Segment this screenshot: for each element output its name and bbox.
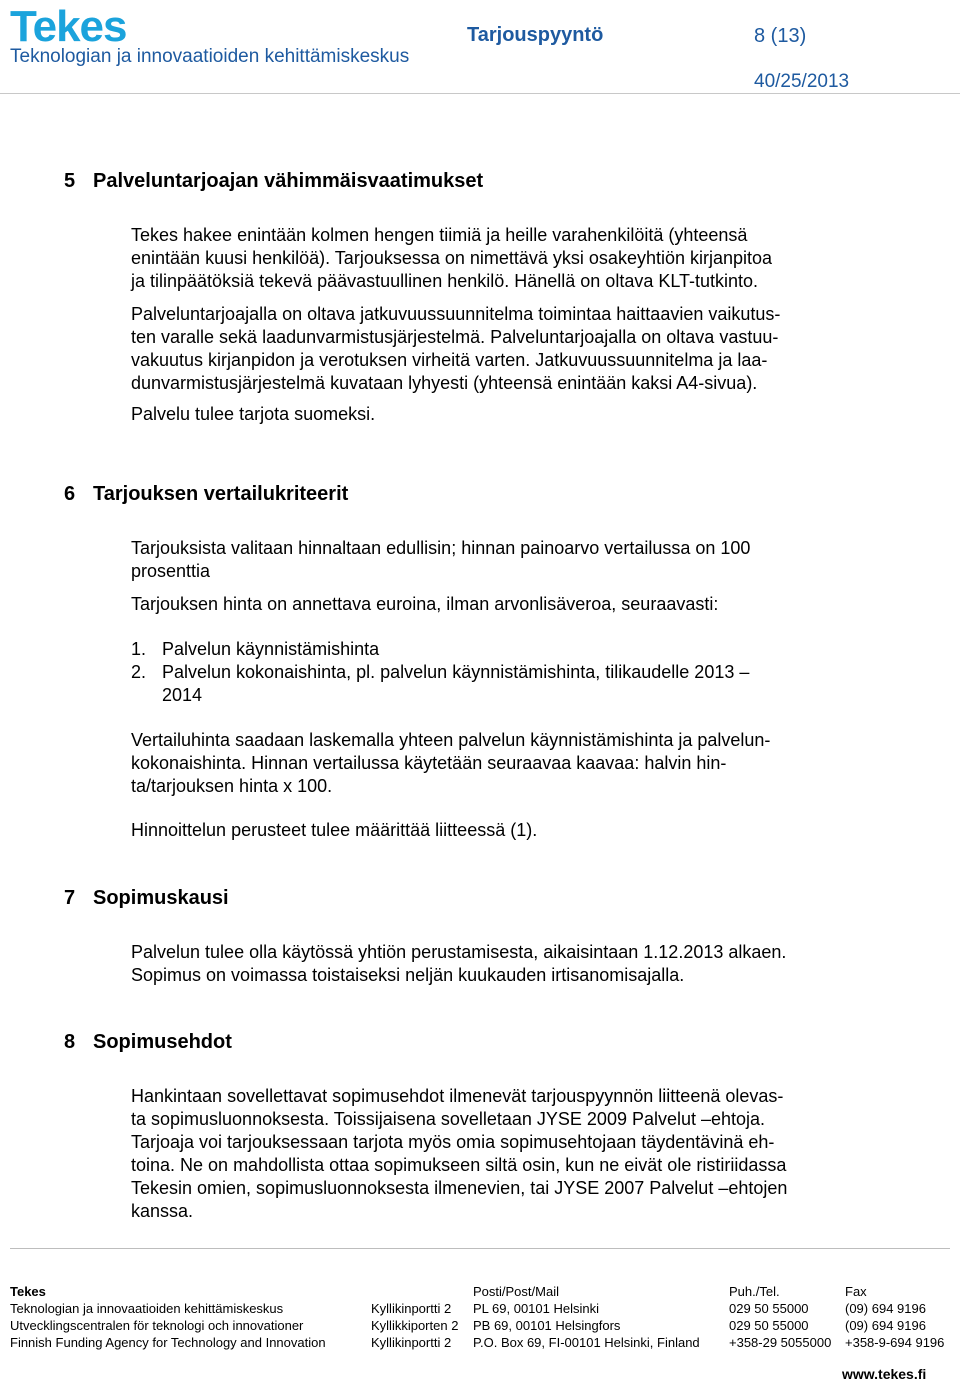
section-6-line: Tarjouksen hinta on annettava euroina, ilman arvonlisäveroa, seuraavasti:	[131, 594, 719, 614]
section-5-line: ten varalle sekä laadunvarmistusjärjestelmä. Palveluntarjoajalla on oltava vastuu-	[131, 327, 779, 347]
section-8-line: kanssa.	[131, 1201, 194, 1221]
section-6-line: kokonaishinta. Hinnan vertailussa käytetään seuraavaa kaavaa: halvin hin-	[131, 753, 727, 773]
footer-tel: 029 50 55000	[729, 1301, 809, 1316]
footer-tel: 029 50 55000	[729, 1318, 809, 1333]
tekes-logo: Tekes	[10, 2, 127, 51]
section-7-line: Sopimus on voimassa toistaiseksi neljän kuukauden irtisanomisajalla.	[131, 965, 685, 985]
section-5-line: ja tilinpäätöksiä tekevä päävastuullinen henkilö. Hänellä on oltava KLT-tutkinto.	[131, 271, 759, 291]
section-8-line: toina. Ne on mahdollista ottaa sopimukseen siltä osin, kun ne eivät ole ristiriidassa	[131, 1155, 787, 1175]
organization-name: Teknologian ja innovaatioiden kehittämiskeskus	[10, 46, 410, 67]
section-6-line: Tarjouksista valitaan hinnaltaan edullisin; hinnan painoarvo vertailussa on 100	[131, 538, 751, 558]
list-text: Palvelun käynnistämishinta	[162, 639, 380, 659]
list-item	[131, 661, 750, 684]
section-7-heading	[64, 887, 229, 910]
document-type: Tarjouspyyntö	[467, 24, 604, 46]
section-number: 7	[64, 887, 76, 909]
section-6-line: Vertailuhinta saadaan laskemalla yhteen palvelun käynnistämishinta ja palvelun-	[131, 730, 771, 750]
section-8-line: Hankintaan sovellettavat sopimusehdot ilmenevät tarjouspyynnön liitteenä olevas-	[131, 1086, 784, 1106]
footer-tel: +358-29 5055000	[729, 1335, 832, 1350]
footer-postal: PB 69, 00101 Helsingfors	[473, 1318, 621, 1333]
section-6-line: prosenttia	[131, 561, 211, 581]
footer-street: Kyllikkiporten 2	[371, 1318, 459, 1333]
list-text: Palvelun kokonaishinta, pl. palvelun käynnistämishinta, tilikaudelle 2013 –	[162, 662, 750, 682]
footer-org-en: Finnish Funding Agency for Technology and Innovation	[10, 1335, 326, 1350]
footer-fax-label: Fax	[845, 1284, 867, 1299]
section-number: 5	[64, 170, 76, 192]
list-item-continuation	[131, 684, 203, 707]
section-5-line: Palvelu tulee tarjota suomeksi.	[131, 404, 376, 424]
footer-fax: (09) 694 9196	[845, 1301, 926, 1316]
section-number: 6	[64, 483, 76, 505]
section-6-line: Hinnoittelun perusteet tulee määrittää liitteessä (1).	[131, 820, 538, 840]
section-7-line: Palvelun tulee olla käytössä yhtiön perustamisesta, aikaisintaan 1.12.2013 alkaen.	[131, 942, 787, 962]
section-5-line: dunvarmistusjärjestelmä kuvataan lyhyesti (yhteensä enintään kaksi A4-sivua).	[131, 373, 758, 393]
section-5-line: vakuutus kirjanpidon ja verotuksen virheitä varten. Jatkuvuussuunnitelma ja laa-	[131, 350, 768, 370]
list-item	[131, 638, 380, 661]
footer-org-sv: Utvecklingscentralen för teknologi och innovationer	[10, 1318, 304, 1333]
footer-mail-label: Posti/Post/Mail	[473, 1284, 559, 1299]
section-5-line: enintään kuusi henkilöä). Tarjouksessa on nimettävä yksi osakeyhtiön kirjanpitoa	[131, 248, 773, 268]
footer-divider	[10, 1248, 950, 1249]
list-number: 2.	[131, 662, 147, 682]
section-number: 8	[64, 1031, 76, 1053]
footer-street: Kyllikinportti 2	[371, 1301, 452, 1316]
footer-fax: (09) 694 9196	[845, 1318, 926, 1333]
section-6-line: ta/tarjouksen hinta x 100.	[131, 776, 333, 796]
section-8-line: ta sopimusluonnoksesta. Toissijaisena sovelletaan JYSE 2009 Palvelut –ehtoja.	[131, 1109, 766, 1129]
document-date: 40/25/2013	[754, 71, 850, 92]
section-6-heading	[64, 483, 348, 506]
section-5-line: Tekes hakee enintään kolmen hengen tiimiä ja heille varahenkilöitä (yhteensä	[131, 225, 748, 245]
section-8-line: Tarjoaja voi tarjouksessaan tarjota myös omia sopimusehtojaan täydentävinä eh-	[131, 1132, 775, 1152]
section-5-heading	[64, 170, 483, 193]
header-divider	[0, 93, 960, 94]
section-title: Tarjouksen vertailukriteerit	[93, 483, 349, 505]
section-title: Sopimusehdot	[93, 1031, 232, 1053]
section-title: Sopimuskausi	[93, 887, 229, 909]
footer-website-link[interactable]: www.tekes.fi	[842, 1366, 927, 1382]
footer-org-fi: Teknologian ja innovaatioiden kehittämiskeskus	[10, 1301, 284, 1316]
footer-street: Kyllikinportti 2	[371, 1335, 452, 1350]
footer-postal: P.O. Box 69, FI-00101 Helsinki, Finland	[473, 1335, 700, 1350]
footer-org-short: Tekes	[10, 1284, 46, 1299]
section-5-line: Palveluntarjoajalla on oltava jatkuvuussuunnitelma toimintaa haittaavien vaikutus-	[131, 304, 781, 324]
footer-postal: PL 69, 00101 Helsinki	[473, 1301, 599, 1316]
section-title: Palveluntarjoajan vähimmäisvaatimukset	[93, 170, 484, 192]
list-text: 2014	[162, 685, 203, 705]
section-8-heading	[64, 1031, 232, 1054]
section-8-line: Tekesin omien, sopimusluonnoksesta ilmenevien, tai JYSE 2007 Palvelut –ehtojen	[131, 1178, 788, 1198]
footer-fax: +358-9-694 9196	[845, 1335, 945, 1350]
page-number: 8 (13)	[754, 25, 807, 47]
list-number: 1.	[131, 639, 147, 659]
footer-tel-label: Puh./Tel.	[729, 1284, 780, 1299]
